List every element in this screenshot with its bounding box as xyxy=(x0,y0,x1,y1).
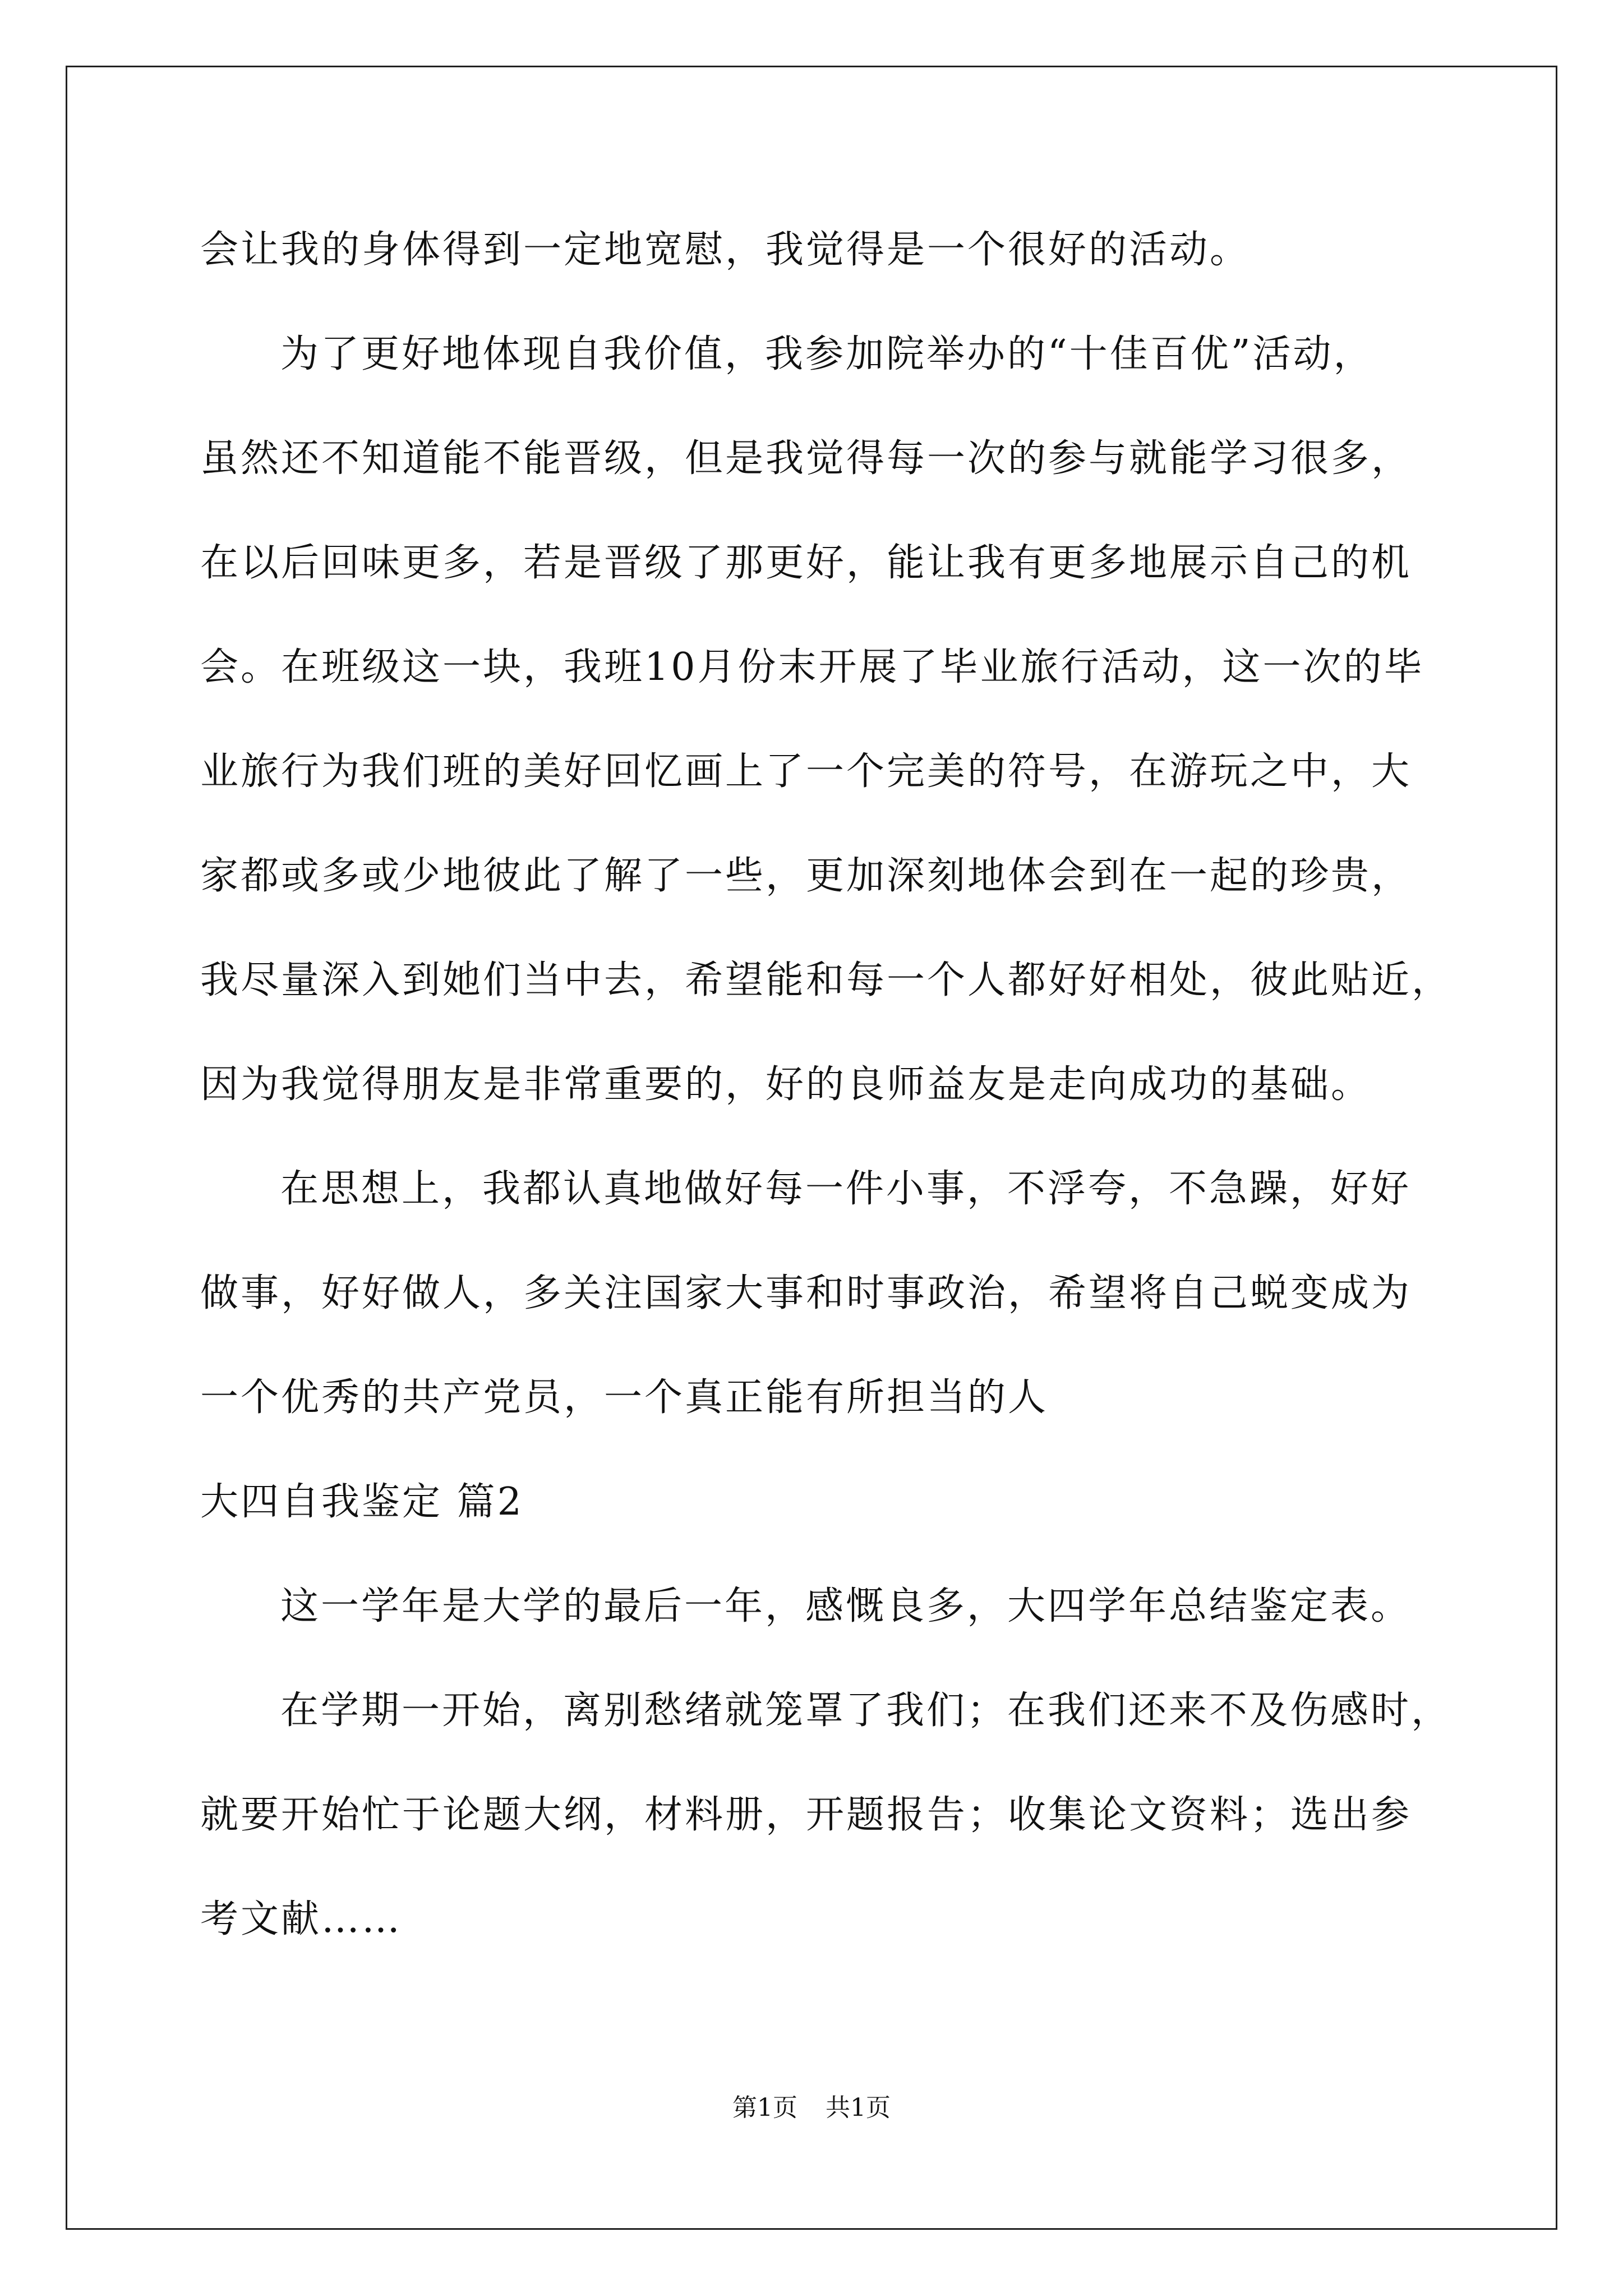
paragraph-line: 家都或多或少地彼此了解了一些，更加深刻地体会到在一起的珍贵， xyxy=(200,854,1412,898)
page-footer xyxy=(0,2091,1623,2125)
paragraph-line: 做事，好好做人，多关注国家大事和时事政治，希望将自己蜕变成为 xyxy=(200,1271,1412,1315)
paragraph-line: 这一学年是大学的最后一年，感慨良多，大四学年总结鉴定表。 xyxy=(280,1584,1412,1628)
paragraph-line: 业旅行为我们班的美好回忆画上了一个完美的符号，在游玩之中，大 xyxy=(200,749,1412,794)
paragraph-line: 为了更好地体现自我价值，我参加院举办的“十佳百优”活动， xyxy=(280,332,1374,376)
paragraph-line: 就要开始忙于论题大纲，材料册，开题报告；收集论文资料；选出参 xyxy=(200,1793,1412,1837)
paragraph-line: 在思想上，我都认真地做好每一件小事，不浮夸，不急躁，好好 xyxy=(280,1167,1412,1211)
section-heading: 大四自我鉴定 篇2 xyxy=(200,1480,524,1524)
paragraph-line: 虽然还不知道能不能晋级，但是我觉得每一次的参与就能学习很多， xyxy=(200,436,1412,481)
paragraph-line: 一个优秀的共产党员，一个真正能有所担当的人 xyxy=(200,1375,1049,1420)
paragraph-line: 会。在班级这一块，我班10月份末开展了毕业旅行活动，这一次的毕 xyxy=(200,645,1424,689)
paragraph-line: 在学期一开始，离别愁绪就笼罩了我们；在我们还来不及伤感时， xyxy=(280,1688,1452,1733)
paragraph-line: 考文献…… xyxy=(200,1897,403,1941)
paragraph-line: 会让我的身体得到一定地宽慰，我觉得是一个很好的活动。 xyxy=(200,228,1251,272)
paragraph-line: 在以后回味更多，若是晋级了那更好，能让我有更多地展示自己的机 xyxy=(200,541,1412,585)
page-number: 第1页 xyxy=(732,2093,797,2122)
paragraph-line: 因为我觉得朋友是非常重要的，好的良师益友是走向成功的基础。 xyxy=(200,1062,1372,1107)
page-total: 共1页 xyxy=(826,2093,891,2122)
paragraph-line: 我尽量深入到她们当中去，希望能和每一个人都好好相处，彼此贴近， xyxy=(200,958,1453,1002)
